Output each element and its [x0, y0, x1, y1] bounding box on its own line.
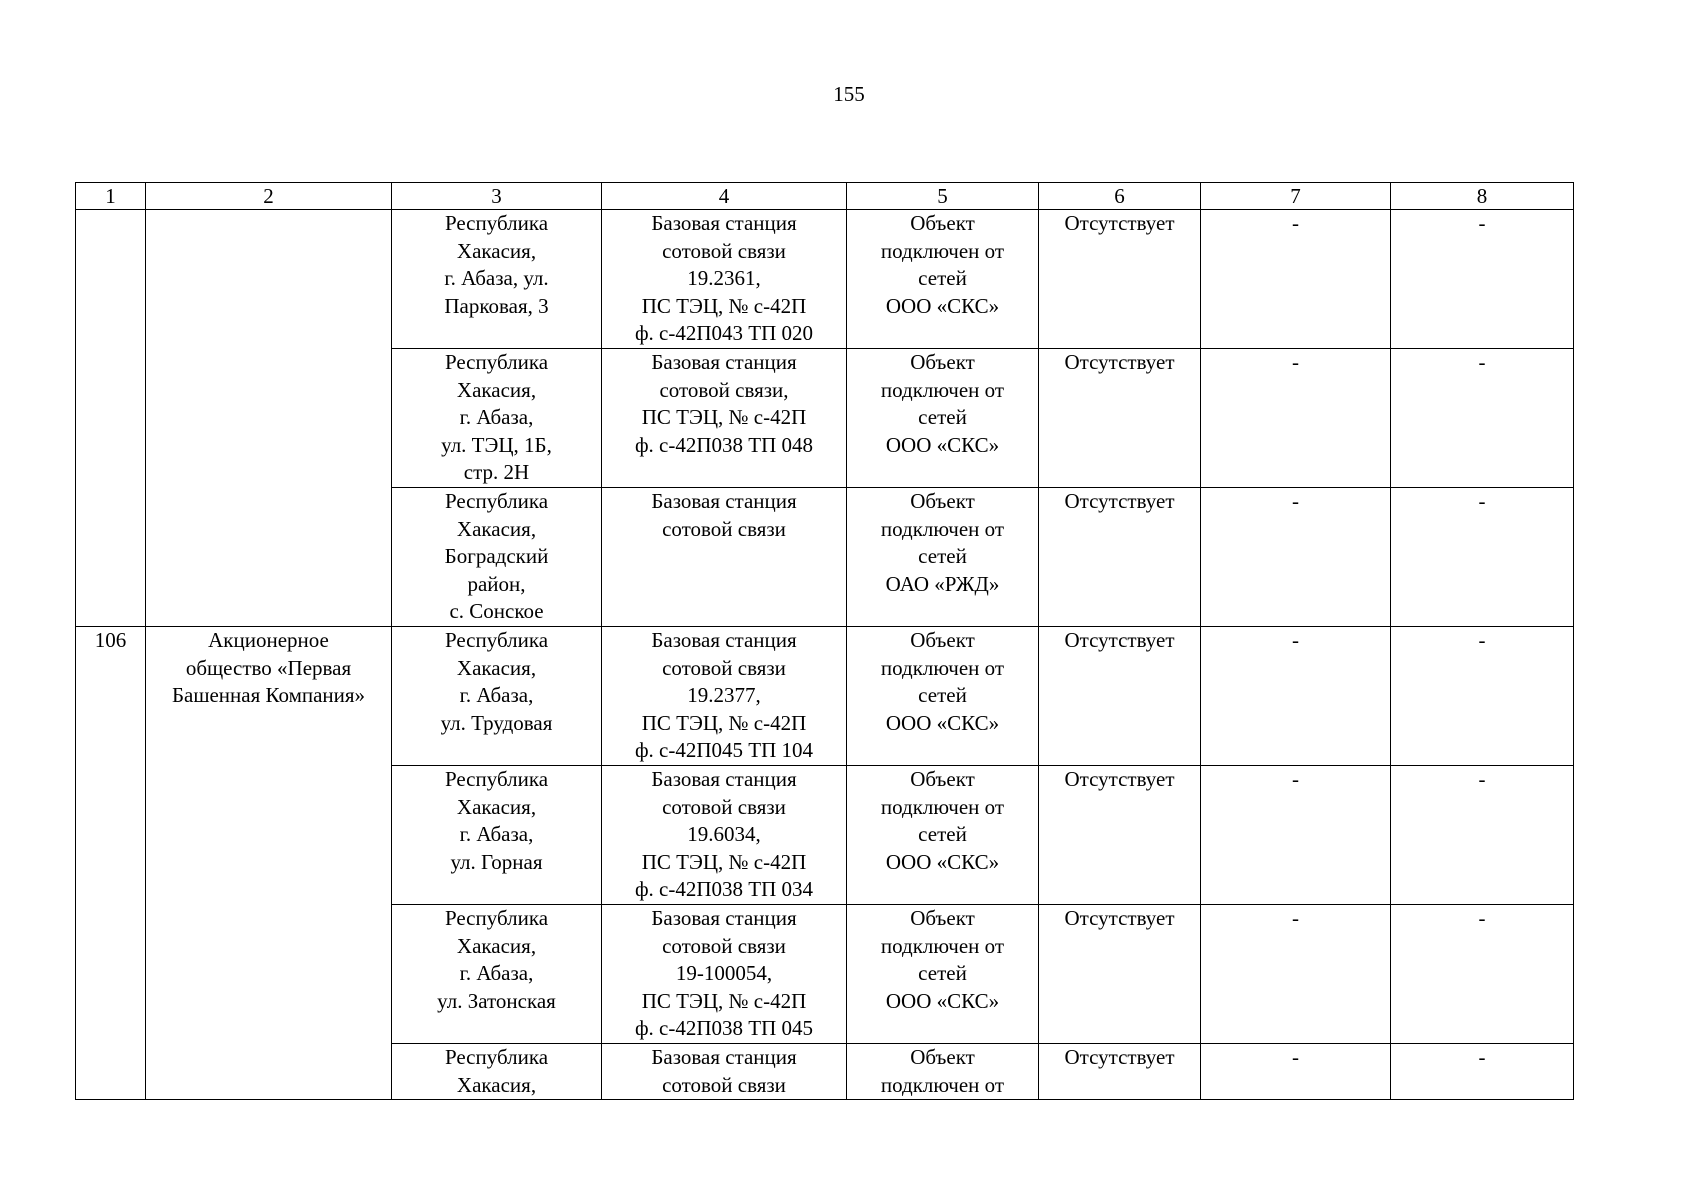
address-line: ул. ТЭЦ, 1Б,: [441, 432, 552, 457]
table-row: [76, 627, 1574, 766]
connection-line: подключен от: [880, 377, 1005, 402]
address-line: стр. 2Н: [463, 460, 530, 484]
object-line: ф. с-42П038 ТП 034: [634, 877, 814, 901]
connection-line: сетей: [918, 266, 967, 290]
object-cell: [602, 766, 847, 905]
connection-line: подключен от: [880, 1072, 1005, 1097]
object-line: ПС ТЭЦ, № с-42П: [641, 849, 807, 874]
object-line: сотовой связи: [662, 655, 786, 680]
address-line: Республика: [444, 489, 549, 513]
object-cell: [602, 1044, 847, 1100]
column-8-cell: -: [1391, 210, 1574, 349]
column-8-cell: -: [1391, 1044, 1574, 1100]
address-cell: [392, 210, 602, 349]
address-line: г. Абаза,: [459, 961, 534, 985]
object-cell: [602, 349, 847, 488]
connection-line: Объект: [910, 350, 975, 374]
address-line: Республика: [444, 1045, 549, 1069]
connection-line: Объект: [910, 1045, 975, 1069]
object-cell: [602, 210, 847, 349]
connection-cell: [847, 766, 1039, 905]
connection-line: сетей: [918, 961, 967, 985]
address-cell: [392, 905, 602, 1044]
address-line: Республика: [444, 211, 549, 235]
object-line: сотовой связи: [662, 238, 786, 263]
organization-cell: [146, 627, 392, 1100]
address-cell: [392, 488, 602, 627]
connection-line: ООО «СКС»: [885, 988, 1000, 1013]
connection-line: Объект: [910, 767, 975, 791]
connection-cell: [847, 210, 1039, 349]
organization-cell: [146, 210, 392, 627]
object-line: Базовая станция: [651, 211, 797, 235]
connection-line: Объект: [910, 489, 975, 513]
object-line: ф. с-42П043 ТП 020: [634, 321, 814, 345]
address-line: Хакасия,: [456, 933, 537, 958]
connection-line: Объект: [910, 211, 975, 235]
address-line: Хакасия,: [456, 377, 537, 402]
object-line: ф. с-42П045 ТП 104: [634, 738, 814, 762]
address-line: ул. Горная: [450, 849, 543, 874]
object-line: Базовая станция: [651, 906, 797, 930]
organization-line: Башенная Компания»: [171, 683, 366, 707]
column-header: 4: [602, 183, 847, 210]
address-line: Хакасия,: [456, 238, 537, 263]
connection-line: сетей: [918, 822, 967, 846]
object-line: сотовой связи: [662, 1072, 786, 1097]
column-header: 5: [847, 183, 1039, 210]
column-8-cell: -: [1391, 627, 1574, 766]
column-header: 6: [1039, 183, 1201, 210]
status-cell: Отсутствует: [1039, 349, 1201, 488]
object-line: 19.2377,: [687, 683, 761, 707]
object-line: ПС ТЭЦ, № с-42П: [641, 293, 807, 318]
object-line: Базовая станция: [651, 350, 797, 374]
connection-line: сетей: [918, 405, 967, 429]
column-8-cell: -: [1391, 488, 1574, 627]
connection-line: ОАО «РЖД»: [885, 571, 1000, 596]
object-line: 19-100054,: [675, 961, 773, 985]
connection-line: ООО «СКС»: [885, 432, 1000, 457]
object-line: сотовой связи: [662, 933, 786, 958]
address-line: г. Абаза, ул.: [444, 266, 549, 290]
connection-line: подключен от: [880, 238, 1005, 263]
address-line: с. Сонское: [449, 599, 544, 623]
address-line: Республика: [444, 628, 549, 652]
address-line: г. Абаза,: [459, 405, 534, 429]
object-line: ф. с-42П038 ТП 048: [634, 432, 814, 457]
object-line: сотовой связи: [662, 516, 786, 541]
column-header: 8: [1391, 183, 1574, 210]
object-line: ПС ТЭЦ, № с-42П: [641, 405, 807, 429]
column-header: 7: [1201, 183, 1391, 210]
object-line: ПС ТЭЦ, № с-42П: [641, 710, 807, 735]
row-number-cell: 106: [76, 627, 146, 1100]
row-number-cell: [76, 210, 146, 627]
column-header: 1: [76, 183, 146, 210]
connection-line: подключен от: [880, 655, 1005, 680]
address-cell: [392, 766, 602, 905]
status-cell: Отсутствует: [1039, 210, 1201, 349]
object-line: 19.6034,: [687, 822, 761, 846]
address-line: ул. Затонская: [437, 988, 556, 1013]
connection-cell: [847, 627, 1039, 766]
connection-line: ООО «СКС»: [885, 293, 1000, 318]
object-line: сотовой связи,: [659, 377, 789, 402]
column-7-cell: -: [1201, 627, 1391, 766]
connection-line: подключен от: [880, 933, 1005, 958]
connection-line: сетей: [918, 683, 967, 707]
column-8-cell: -: [1391, 766, 1574, 905]
address-line: Республика: [444, 906, 549, 930]
connection-cell: [847, 1044, 1039, 1100]
address-cell: [392, 349, 602, 488]
object-line: Базовая станция: [651, 628, 797, 652]
connection-line: ООО «СКС»: [885, 849, 1000, 874]
organization-line: общество «Первая: [185, 655, 352, 680]
address-line: Парковая, 3: [444, 293, 549, 318]
status-cell: Отсутствует: [1039, 766, 1201, 905]
address-line: ул. Трудовая: [440, 710, 553, 735]
connection-line: Объект: [910, 906, 975, 930]
address-cell: [392, 1044, 602, 1100]
address-line: Республика: [444, 767, 549, 791]
connection-line: подключен от: [880, 516, 1005, 541]
object-line: Базовая станция: [651, 767, 797, 791]
organization-line: Акционерное: [208, 628, 329, 652]
address-line: район,: [467, 571, 526, 596]
column-7-cell: -: [1201, 488, 1391, 627]
address-line: Хакасия,: [456, 655, 537, 680]
address-line: г. Абаза,: [459, 683, 534, 707]
table-body: [76, 183, 1574, 1100]
table-row: [76, 210, 1574, 349]
connection-line: ООО «СКС»: [885, 710, 1000, 735]
object-line: Базовая станция: [651, 489, 797, 513]
column-8-cell: -: [1391, 905, 1574, 1044]
column-7-cell: -: [1201, 1044, 1391, 1100]
registry-table: [75, 182, 1574, 1100]
status-cell: Отсутствует: [1039, 905, 1201, 1044]
connection-line: сетей: [918, 544, 967, 568]
object-cell: [602, 488, 847, 627]
column-header: 2: [146, 183, 392, 210]
object-line: сотовой связи: [662, 794, 786, 819]
object-line: ПС ТЭЦ, № с-42П: [641, 988, 807, 1013]
connection-cell: [847, 905, 1039, 1044]
address-line: Хакасия,: [456, 794, 537, 819]
address-line: г. Абаза,: [459, 822, 534, 846]
column-8-cell: -: [1391, 349, 1574, 488]
column-7-cell: -: [1201, 210, 1391, 349]
address-line: Хакасия,: [456, 516, 537, 541]
object-line: 19.2361,: [687, 266, 761, 290]
address-line: Хакасия,: [456, 1072, 537, 1097]
connection-cell: [847, 349, 1039, 488]
address-cell: [392, 627, 602, 766]
column-7-cell: -: [1201, 349, 1391, 488]
connection-cell: [847, 488, 1039, 627]
address-line: Боградский: [444, 544, 549, 568]
object-cell: [602, 627, 847, 766]
page-number: 155: [833, 82, 865, 106]
object-line: Базовая станция: [651, 1045, 797, 1069]
status-cell: Отсутствует: [1039, 1044, 1201, 1100]
connection-line: подключен от: [880, 794, 1005, 819]
object-cell: [602, 905, 847, 1044]
column-7-cell: -: [1201, 766, 1391, 905]
column-7-cell: -: [1201, 905, 1391, 1044]
column-numbers-row: [76, 183, 1574, 210]
connection-line: Объект: [910, 628, 975, 652]
status-cell: Отсутствует: [1039, 627, 1201, 766]
status-cell: Отсутствует: [1039, 488, 1201, 627]
address-line: Республика: [444, 350, 549, 374]
column-header: 3: [392, 183, 602, 210]
object-line: ф. с-42П038 ТП 045: [634, 1016, 814, 1040]
